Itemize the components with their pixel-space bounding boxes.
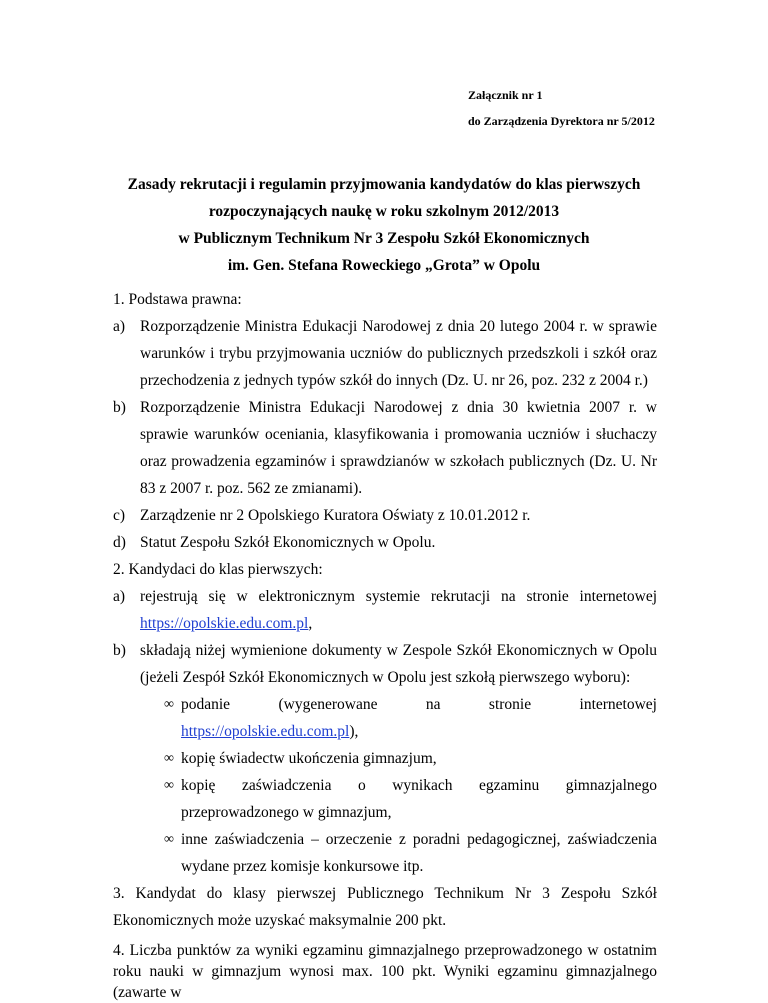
list-item	[113, 529, 657, 556]
list-item	[113, 502, 657, 529]
document-title	[0, 171, 768, 279]
item-label: b)	[113, 642, 126, 659]
bullet-text-end: ),	[349, 723, 359, 740]
infinity-bullet-icon: ∞	[164, 751, 174, 766]
section-1-heading: 1. Podstawa prawna:	[113, 291, 242, 308]
item-text: Zarządzenie nr 2 Opolskiego Kuratora Oświaty z 10.01.2012 r.	[140, 507, 531, 524]
list-item	[113, 583, 657, 637]
section-4-text: 4. Liczba punktów za wyniki egzaminu gimnazjalnego przeprowadzonego w ostatnim roku nauki w gimnazjum wynosi max. 100 pkt. Wyniki egzaminu gimnazjalnego (zawarte w	[113, 942, 657, 1001]
list-item	[113, 313, 657, 394]
annex-header	[468, 82, 655, 134]
item-text: Statut Zespołu Szkół Ekonomicznych w Opolu.	[140, 534, 436, 551]
item-label: c)	[113, 507, 126, 524]
candidates-list	[113, 583, 657, 880]
item-text: Rozporządzenie Ministra Edukacji Narodowej z dnia 30 kwietnia 2007 r. w sprawie warunków oceniania, klasyfikowania i promowania uczniów i słuchaczy oraz prowadzenia egzaminów i sprawdzianów w szkołach publicznych (Dz. U. Nr 83 z 2007 r. poz. 562 ze zmianami).	[140, 399, 657, 497]
infinity-bullet-icon: ∞	[164, 832, 174, 847]
item-label: a)	[113, 588, 126, 605]
document-body	[113, 286, 657, 1003]
list-item	[113, 745, 657, 772]
list-item	[113, 637, 657, 880]
infinity-bullet-icon: ∞	[164, 778, 174, 793]
list-item	[113, 826, 657, 880]
section-3-text: 3. Kandydat do klasy pierwszej Publicznego Technikum Nr 3 Zespołu Szkół Ekonomicznych może uzyskać maksymalnie 200 pkt.	[113, 885, 657, 929]
registration-link[interactable]: https://opolskie.edu.com.pl	[140, 615, 309, 632]
title-line-1: Zasady rekrutacji i regulamin przyjmowania kandydatów do klas pierwszych	[127, 176, 641, 193]
title-line-4: im. Gen. Stefana Roweckiego „Grota” w Opolu	[227, 257, 541, 274]
item-label: a)	[113, 318, 126, 335]
title-line-2: rozpoczynających naukę w roku szkolnym 2012/2013	[208, 203, 560, 220]
annex-number: Załącznik nr 1	[468, 88, 543, 102]
item-label: b)	[113, 399, 126, 416]
section-2-heading: 2. Kandydaci do klas pierwszych:	[113, 561, 323, 578]
bullet-text: inne zaświadczenia – orzeczenie z poradni pedagogicznej, zaświadczenia wydane przez komisje konkursowe itp.	[181, 831, 657, 875]
item-text-end: ,	[308, 615, 313, 632]
application-link[interactable]: https://opolskie.edu.com.pl	[181, 723, 350, 740]
list-item	[113, 772, 657, 826]
list-item	[113, 691, 657, 745]
item-text: Rozporządzenie Ministra Edukacji Narodowej z dnia 20 lutego 2004 r. w sprawie warunków i trybu przyjmowania uczniów do publicznych przedszkoli i szkół oraz przechodzenia z jednych typów szkół do innych (Dz. U. nr 26, poz. 232 z 2004 r.)	[140, 318, 657, 389]
list-item	[113, 394, 657, 502]
item-text: składają niżej wymienione dokumenty w Zespole Szkół Ekonomicznych w Opolu (jeżeli Zespół Szkół Ekonomicznych w Opolu jest szkołą pierwszego wyboru):	[140, 642, 657, 686]
annex-reference: do Zarządzenia Dyrektora nr 5/2012	[468, 114, 655, 128]
title-line-3: w Publicznym Technikum Nr 3 Zespołu Szkół Ekonomicznych	[178, 230, 590, 247]
bullet-text: kopię świadectw ukończenia gimnazjum,	[181, 750, 437, 767]
item-text: rejestrują się w elektronicznym systemie rekrutacji na stronie internetowej	[140, 588, 657, 605]
infinity-bullet-icon: ∞	[164, 697, 174, 712]
bullet-text: podanie (wygenerowane na stronie internetowej	[181, 696, 657, 713]
documents-list	[113, 691, 657, 880]
item-label: d)	[113, 534, 126, 551]
bullet-text: kopię zaświadczenia o wynikach egzaminu gimnazjalnego przeprowadzonego w gimnazjum,	[181, 777, 657, 821]
legal-basis-list	[113, 313, 657, 556]
